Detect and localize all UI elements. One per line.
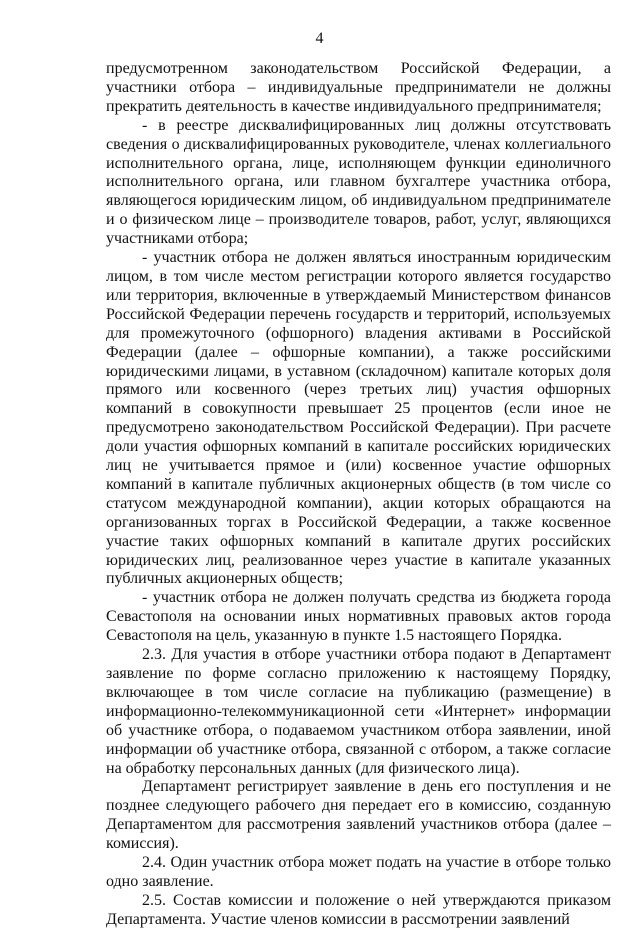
paragraph-continuation: предусмотренном законодательством Российской Федерации, а участники отбора – индивидуальные предприниматели не должны прекратить деятельность в качестве индивидуального предпринимателя; <box>106 60 611 115</box>
paragraph-2-5-commission: 2.5. Состав комиссии и положение о ней утверждаются приказом Департамента. Участие членов комиссии в рассмотрении заявлений <box>106 891 611 928</box>
document-body <box>106 60 611 930</box>
paragraph-2-4-single-application: 2.4. Один участник отбора может подать на участие в отборе только одно заявление. <box>106 854 611 890</box>
paragraph-offshore-companies: - участник отбора не должен являться иностранным юридическим лицом, в том числе местом регистрации которого является государство или территория, включенные в утверждаемый Министерством финансов Российской Федерации перечень государств и территорий, используемых для промежуточного (офшорного) владения активами в Российской Федерации (далее – офшорные компании), а также российскими юридическими лицами, в уставном (складочном) капитале которых доля прямого или косвенного (через третьих лиц) участия офшорных компаний в совокупности превышает 25 процентов (если иное не предусмотрено законодательством Российской Федерации). При расчете доли участия офшорных компаний в капитале российских юридических лиц не учитывается прямое и (или) косвенное участие офшорных компаний в капитале публичных акционерных обществ (в том числе со статусом международной компании), акции которых обращаются на организованных торгах в Российской Федерации, а также косвенное участие таких офшорных компаний в капитале других российских юридических лиц, реализованное через участие в капитале указанных публичных акционерных обществ; <box>106 249 611 588</box>
paragraph-registration: Департамент регистрирует заявление в день его поступления и не позднее следующего рабочего дня передает его в комиссию, созданную Департаментом для рассмотрения заявлений участников отбора (далее – комиссия). <box>106 778 611 853</box>
page-number: 4 <box>315 30 324 47</box>
paragraph-budget-funds: - участник отбора не должен получать средства из бюджета города Севастополя на основании иных нормативных правовых актов города Севастополя на цель, указанную в пункте 1.5 настоящего Порядка. <box>106 589 611 645</box>
paragraph-2-3-application: 2.3. Для участия в отборе участники отбора подают в Департамент заявление по форме согласно приложению к настоящему Порядку, включающее в том числе согласие на публикацию (размещение) в информационно-телекоммуникационной сети «Интернет» информации об участнике отбора, о подаваемом участником отбора заявлении, иной информации об участнике отбора, связанной с отбором, а также согласие на обработку персональных данных (для физического лица). <box>106 646 611 777</box>
paragraph-disqualified-registry: - в реестре дисквалифицированных лиц должны отсутствовать сведения о дисквалифицированных руководителе, членах коллегиального исполнительного органа, лице, исполняющем функции единоличного исполнительного органа, или главном бухгалтере участника отбора, являющегося юридическим лицом, об индивидуальном предпринимателе и о физическом лице – производителе товаров, работ, услуг, являющихся участниками отбора; <box>106 116 611 248</box>
